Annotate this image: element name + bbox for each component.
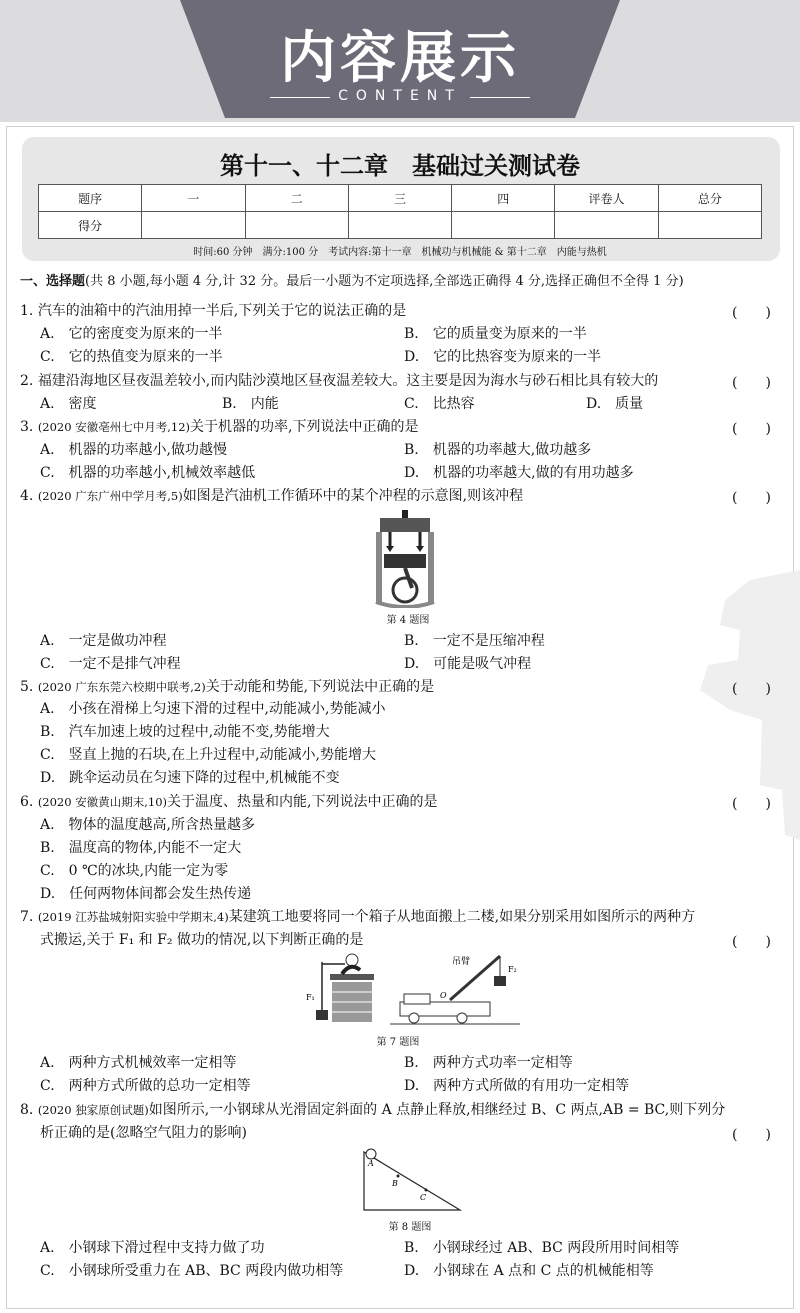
option[interactable]: C. 小钢球所受重力在 AB、BC 两段内做功相等: [40, 1263, 344, 1279]
question-number: 2.: [20, 373, 34, 389]
question-number: 7.: [20, 909, 34, 925]
section-desc: (共 8 小题,每小题 4 分,计 32 分。最后一小题为不定项选择,全部选正确得 4 分,选择正确但不全得 1 分): [85, 274, 684, 289]
answer-blank[interactable]: ( ): [732, 934, 771, 950]
option[interactable]: D. 机器的功率越大,做的有用功越多: [404, 465, 634, 481]
worker-lift-diagram: [300, 952, 380, 1027]
option[interactable]: D. 它的比热容变为原来的一半: [404, 349, 602, 365]
question-stem: 如图是汽油机工作循环中的某个冲程的示意图,则该冲程: [182, 488, 524, 504]
option[interactable]: D. 可能是吸气冲程: [404, 656, 532, 672]
paper-title: 第十一、十二章 基础过关测试卷: [220, 152, 580, 180]
question-stem: 汽车的油箱中的汽油用掉一半后,下列关于它的说法正确的是: [37, 303, 407, 319]
incline-diagram: [360, 1146, 465, 1214]
question-source: (2020 安徽亳州七中月考,12): [37, 420, 190, 434]
option[interactable]: A. 它的密度变为原来的一半: [40, 326, 223, 342]
option[interactable]: A. 物体的温度越高,所含热量越多: [40, 817, 256, 833]
question-stem: 福建沿海地区昼夜温差较小,而内陆沙漠地区昼夜温差较大。这主要是因为海水与砂石相比具有较大的: [37, 373, 659, 389]
option[interactable]: C. 0 ℃的冰块,内能一定为零: [40, 863, 229, 879]
option[interactable]: D. 质量: [586, 396, 644, 412]
question-1: [20, 302, 406, 320]
question-source: (2020 安徽黄山期末,10): [37, 795, 167, 809]
option[interactable]: A. 小钢球下滑过程中支持力做了功: [40, 1240, 265, 1256]
question-stem-cont: 析正确的是(忽略空气阻力的影响): [40, 1125, 247, 1141]
option[interactable]: A. 密度: [40, 396, 97, 412]
question-source: (2020 广东广州中学月考,5): [37, 489, 183, 503]
figure-caption: 第 7 题图: [376, 1037, 420, 1048]
score-input-cell[interactable]: [452, 212, 555, 239]
score-input-cell[interactable]: [245, 212, 348, 239]
engine-diagram: [370, 508, 440, 608]
exam-meta: 时间:60 分钟 满分:100 分 考试内容:第十一章 机械功与机械能 & 第十二章 内能与热机: [193, 247, 607, 258]
question-3: [20, 418, 418, 436]
answer-blank[interactable]: ( ): [732, 421, 771, 437]
option[interactable]: C. 比热容: [404, 396, 475, 412]
answer-blank[interactable]: ( ): [732, 305, 771, 321]
option[interactable]: C. 机器的功率越小,机械效率越低: [40, 465, 256, 481]
option[interactable]: A. 小孩在滑梯上匀速下滑的过程中,动能减小,势能减小: [40, 701, 386, 717]
question-stem-cont: 式搬运,关于 F₁ 和 F₂ 做功的情况,以下判断正确的是: [40, 932, 364, 948]
score-table: [38, 184, 762, 239]
question-2: [20, 372, 658, 390]
option[interactable]: A. 两种方式机械效率一定相等: [40, 1055, 237, 1071]
table-cell: 四: [452, 185, 555, 212]
option[interactable]: B. 内能: [222, 396, 279, 412]
option[interactable]: B. 机器的功率越大,做功越多: [404, 442, 592, 458]
question-number: 5.: [20, 679, 34, 695]
question-number: 8.: [20, 1102, 34, 1118]
answer-blank[interactable]: ( ): [732, 796, 771, 812]
question-number: 4.: [20, 488, 34, 504]
option[interactable]: B. 两种方式功率一定相等: [404, 1055, 573, 1071]
option[interactable]: B. 它的质量变为原来的一半: [404, 326, 587, 342]
question-5: [20, 678, 434, 696]
score-input-cell[interactable]: [348, 212, 451, 239]
option[interactable]: B. 温度高的物体,内能不一定大: [40, 840, 242, 856]
table-cell: 二: [245, 185, 348, 212]
question-stem: 关于动能和势能,下列说法中正确的是: [205, 679, 435, 695]
question-source: (2020 广东东莞六校期中联考,2): [37, 680, 206, 694]
table-cell: 三: [348, 185, 451, 212]
question-number: 1.: [20, 303, 34, 319]
content-banner: [0, 0, 800, 122]
answer-blank[interactable]: ( ): [732, 490, 771, 506]
banner-title: 内容展示: [280, 26, 520, 91]
option[interactable]: B. 小钢球经过 AB、BC 两段所用时间相等: [404, 1240, 680, 1256]
table-cell: 得分: [39, 212, 142, 239]
section-title: 一、选择题: [20, 274, 86, 289]
option[interactable]: C. 它的热值变为原来的一半: [40, 349, 223, 365]
option[interactable]: C. 竖直上抛的石块,在上升过程中,动能减小,势能增大: [40, 747, 377, 763]
crane-diagram: [390, 952, 520, 1027]
question-stem: 关于机器的功率,下列说法中正确的是: [190, 419, 419, 435]
option[interactable]: B. 汽车加速上坡的过程中,动能不变,势能增大: [40, 724, 330, 740]
point-a-label: A: [368, 1159, 374, 1168]
answer-blank[interactable]: ( ): [732, 1127, 771, 1143]
banner-subtitle: CONTENT: [338, 88, 462, 104]
question-number: 3.: [20, 419, 34, 435]
table-row: [39, 212, 762, 239]
score-input-cell[interactable]: [142, 212, 245, 239]
answer-blank[interactable]: ( ): [732, 681, 771, 697]
section-heading: [20, 273, 684, 291]
figure-caption: 第 8 题图: [388, 1222, 432, 1233]
option[interactable]: C. 一定不是排气冲程: [40, 656, 181, 672]
question-number: 6.: [20, 794, 34, 810]
option[interactable]: B. 一定不是压缩冲程: [404, 633, 545, 649]
score-input-cell[interactable]: [555, 212, 658, 239]
table-cell: 题序: [39, 185, 142, 212]
option[interactable]: D. 跳伞运动员在匀速下降的过程中,机械能不变: [40, 770, 340, 786]
option[interactable]: D. 任何两物体间都会发生热传递: [40, 886, 252, 902]
question-6: [20, 793, 437, 811]
table-cell: 评卷人: [555, 185, 658, 212]
option[interactable]: D. 小钢球在 A 点和 C 点的机械能相等: [404, 1263, 654, 1279]
figure-caption: 第 4 题图: [386, 615, 430, 626]
table-cell: 一: [142, 185, 245, 212]
f1-label: F₁: [306, 993, 315, 1002]
option[interactable]: C. 两种方式所做的总功一定相等: [40, 1078, 251, 1094]
question-stem: 关于温度、热量和内能,下列说法中正确的是: [167, 794, 438, 810]
f2-label: F₂: [508, 965, 517, 974]
option[interactable]: A. 机器的功率越小,做功越慢: [40, 442, 228, 458]
point-b-label: B: [392, 1179, 398, 1188]
score-input-cell[interactable]: [658, 212, 761, 239]
pivot-label: O: [440, 991, 447, 1000]
table-cell: 总分: [658, 185, 761, 212]
option[interactable]: D. 两种方式所做的有用功一定相等: [404, 1078, 630, 1094]
question-7: [20, 908, 695, 926]
question-4: [20, 487, 523, 505]
question-stem: 某建筑工地要将同一个箱子从地面搬上二楼,如果分别采用如图所示的两种方: [228, 909, 696, 925]
table-row: [39, 185, 762, 212]
answer-blank[interactable]: ( ): [732, 375, 771, 391]
question-source: (2019 江苏盐城射阳实验中学期末,4): [37, 910, 229, 924]
question-8: [20, 1101, 725, 1119]
question-source: (2020 独家原创试题): [37, 1103, 149, 1117]
option[interactable]: A. 一定是做功冲程: [40, 633, 167, 649]
boom-label: 吊臂: [452, 957, 471, 967]
point-c-label: C: [420, 1193, 427, 1202]
question-stem: 如图所示,一小钢球从光滑固定斜面的 A 点静止释放,相继经过 B、C 两点,AB = BC,则下列分: [148, 1102, 726, 1118]
